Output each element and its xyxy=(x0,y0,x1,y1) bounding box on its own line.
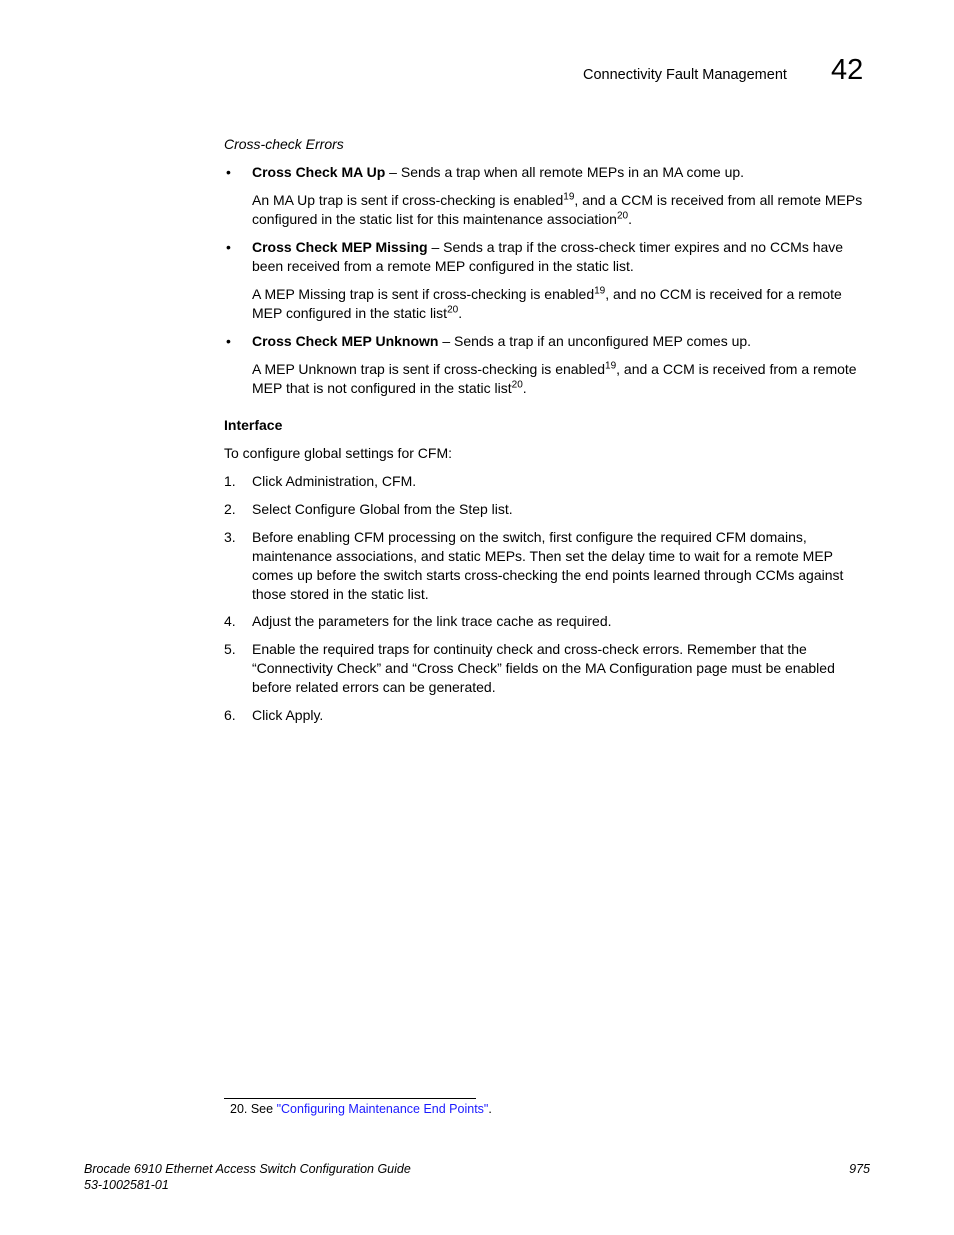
step-text: Click Apply. xyxy=(252,707,324,723)
footer-doc-info xyxy=(84,1161,411,1193)
footnote-ref: 20 xyxy=(511,379,523,391)
item-note: A MEP Unknown trap is sent if cross-checking is enabled$^{19}$, and a CCM is received from a remote MEP that is not configured in the static list$^{20}$. xyxy=(252,360,857,396)
interface-heading: Interface xyxy=(224,417,283,433)
cross-check-heading: Cross-check Errors xyxy=(224,136,344,152)
footer-doc-title: Brocade 6910 Ethernet Access Switch Configuration Guide xyxy=(84,1162,411,1176)
step-text: Before enabling CFM processing on the switch, first configure the required CFM domains, maintenance associations, and static MEPs. Then set the delay time to wait for a remote MEP comes up before the switch starts cross-checking the end points learned through CCMs against those stored in the static list. xyxy=(252,529,844,602)
footer-page-number: 975 xyxy=(849,1162,870,1176)
footer-doc-number: 53-1002581-01 xyxy=(84,1178,169,1192)
step-number: 1. xyxy=(224,473,236,489)
item-desc: – Sends a trap when all remote MEPs in an MA come up. xyxy=(385,164,745,180)
step-number: 3. xyxy=(224,529,236,545)
list-item xyxy=(252,163,872,182)
step-text: Click Administration, CFM. xyxy=(252,473,417,489)
step-text: Enable the required traps for continuity check and cross-check errors. Remember that the “Connectivity Check” and “Cross Check” fields on the MA Configuration page must be enabled before related errors can be generated. xyxy=(252,641,835,695)
item-desc: – Sends a trap if an unconfigured MEP comes up. xyxy=(438,333,752,349)
item-term: Cross Check MA Up xyxy=(252,164,386,180)
step-text: Select Configure Global from the Step list. xyxy=(252,501,513,517)
step-number: 4. xyxy=(224,613,236,629)
footnote-ref: 19 xyxy=(594,285,606,297)
footnote: 20. See "Configuring Maintenance End Points". xyxy=(230,1102,492,1116)
item-term: Cross Check MEP Missing xyxy=(252,239,428,255)
footnote-ref: 19 xyxy=(563,191,575,203)
footnote-ref: 19 xyxy=(605,360,617,372)
step-number: 5. xyxy=(224,641,236,657)
footnote-divider xyxy=(224,1098,476,1099)
step-number: 6. xyxy=(224,707,236,723)
running-header-title: Connectivity Fault Management xyxy=(583,67,787,83)
list-item xyxy=(252,238,872,276)
bullet-icon: • xyxy=(226,333,231,349)
item-desc: – Sends a trap if the cross-check timer expires and no CCMs have been received from a remote MEP configured in the static list. xyxy=(252,239,844,274)
bullet-icon: • xyxy=(226,164,231,180)
footnote-ref: 20 xyxy=(616,210,629,222)
item-note: An MA Up trap is sent if cross-checking is enabled$^{19}$, and a CCM is received from all remote MEPs configured in the static list for this maintenance association$^{20}$. xyxy=(252,191,863,227)
step-number: 2. xyxy=(224,501,236,517)
footnote-link[interactable]: "Configuring Maintenance End Points" xyxy=(276,1102,489,1116)
footnote-ref: 20 xyxy=(447,304,459,316)
bullet-icon: • xyxy=(226,239,231,255)
list-item xyxy=(252,332,872,351)
interface-intro: To configure global settings for CFM: xyxy=(224,445,452,461)
item-note: A MEP Missing trap is sent if cross-checking is enabled$^{19}$, and no CCM is received for a remote MEP configured in the static list$^{20}$. xyxy=(252,285,842,321)
step-text: Adjust the parameters for the link trace cache as required. xyxy=(252,613,612,629)
item-term: Cross Check MEP Unknown xyxy=(252,333,439,349)
chapter-number: 42 xyxy=(831,54,864,86)
